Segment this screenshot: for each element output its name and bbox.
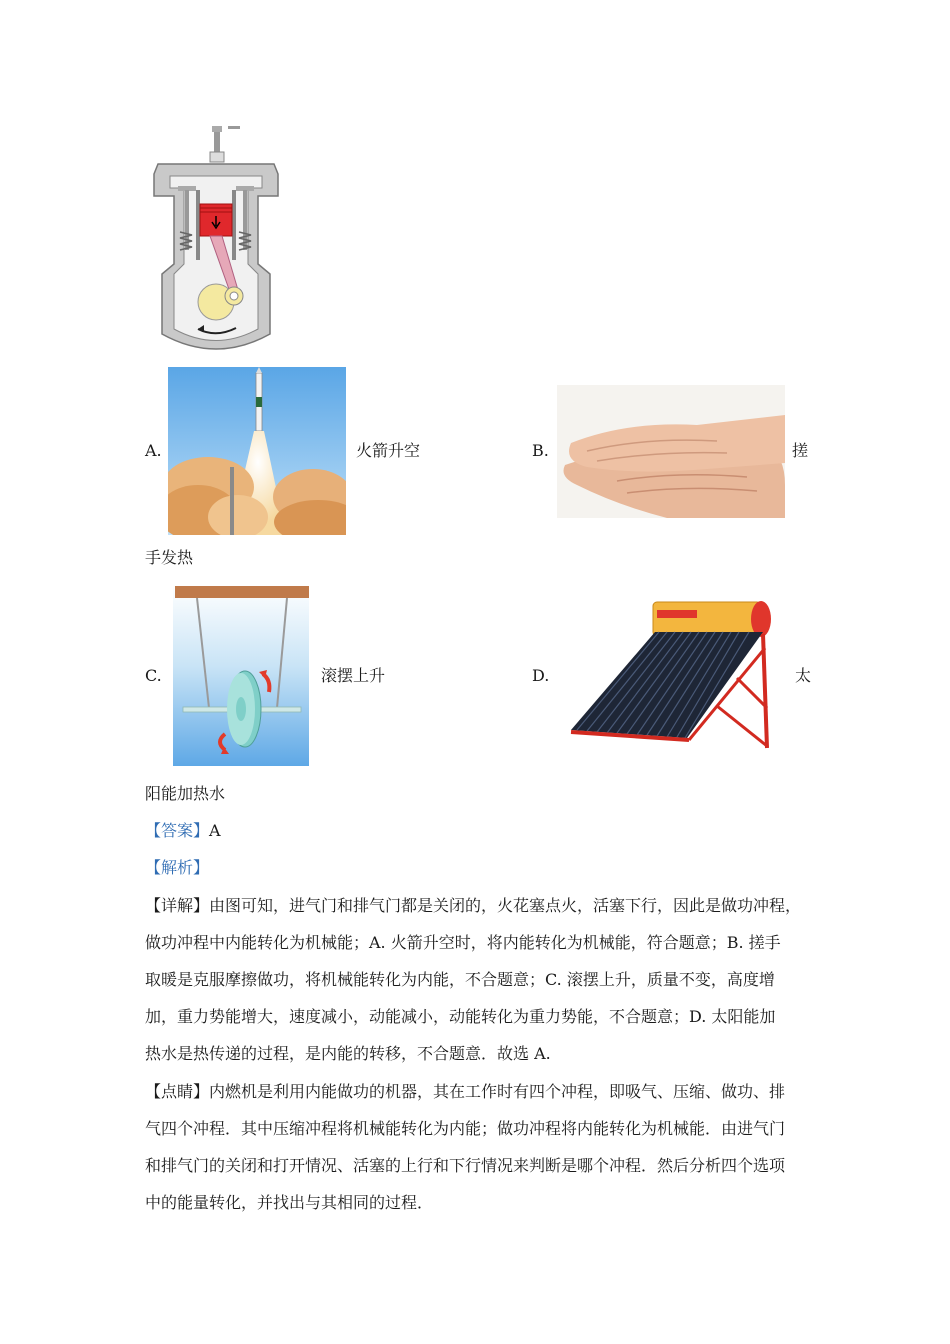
rocket-launch-image [168,367,346,535]
detail-line: 做功冲程中内能转化为机械能；A. 火箭升空时，将内能转化为机械能，符合题意；B. 搓手 [145,933,781,952]
solar-water-heater-image [567,588,778,760]
option-d-letter: D. [532,666,550,685]
comment-line: 中的能量转化，并找出与其相同的过程． [145,1193,434,1212]
comment-line: 气四个冲程．其中压缩冲程将机械能转化为内能；做功冲程将内能转化为机械能．由进气门 [145,1119,786,1138]
answer-value: A [209,821,221,840]
option-b-label-part2: 手发热 [145,548,194,567]
option-d-label-part2: 阳能加热水 [145,784,226,803]
detail-line: 热水是热传递的过程，是内能的转移，不合题意．故选 A. [145,1044,551,1063]
detail-tag: 【详解】 [145,896,210,915]
option-a-label: 火箭升空 [356,441,421,460]
option-b-label-part1: 搓 [792,441,809,460]
comment-paragraph [145,1073,807,1221]
comment-line: 和排气门的关闭和打开情况、活塞的上行和下行情况来判断是哪个冲程．然后分析四个选项 [145,1156,786,1175]
answer-bracket-open: 【 [145,821,162,840]
engine-diagram [150,124,282,354]
detail-paragraph [145,887,807,1072]
comment-line: 【点睛】内燃机是利用内能做功的机器，其在工作时有四个冲程，即吸气、压缩、做功、排 [145,1082,786,1101]
option-a-letter: A. [145,441,162,460]
answer-line [145,821,221,841]
comment-tag: 【点睛】 [145,1082,210,1101]
analysis-bracket-open: 【 [145,858,162,877]
detail-line: 【详解】由图可知，进气门和排气门都是关闭的，火花塞点火，活塞下行，因此是做功冲程， [145,896,802,915]
analysis-heading [145,858,209,878]
option-d-label-part1: 太 [795,666,812,685]
maxwell-wheel-image [173,584,309,766]
option-c-label: 滚摆上升 [321,666,386,685]
answer-bracket-close: 】 [193,821,210,840]
detail-line: 取暖是克服摩擦做功，将机械能转化为内能，不合题意；C. 滚摆上升，质量不变，高度增 [145,970,775,989]
analysis-bracket-close: 】 [193,858,210,877]
analysis-tag: 解析 [161,858,194,877]
rubbing-hands-image [557,385,785,518]
option-c-letter: C. [145,666,162,685]
detail-line: 加，重力势能增大，速度减小，动能减小，动能转化为重力势能，不合题意；D. 太阳能加 [145,1007,776,1026]
option-b-letter: B. [532,441,549,460]
answer-tag: 答案 [161,821,194,840]
